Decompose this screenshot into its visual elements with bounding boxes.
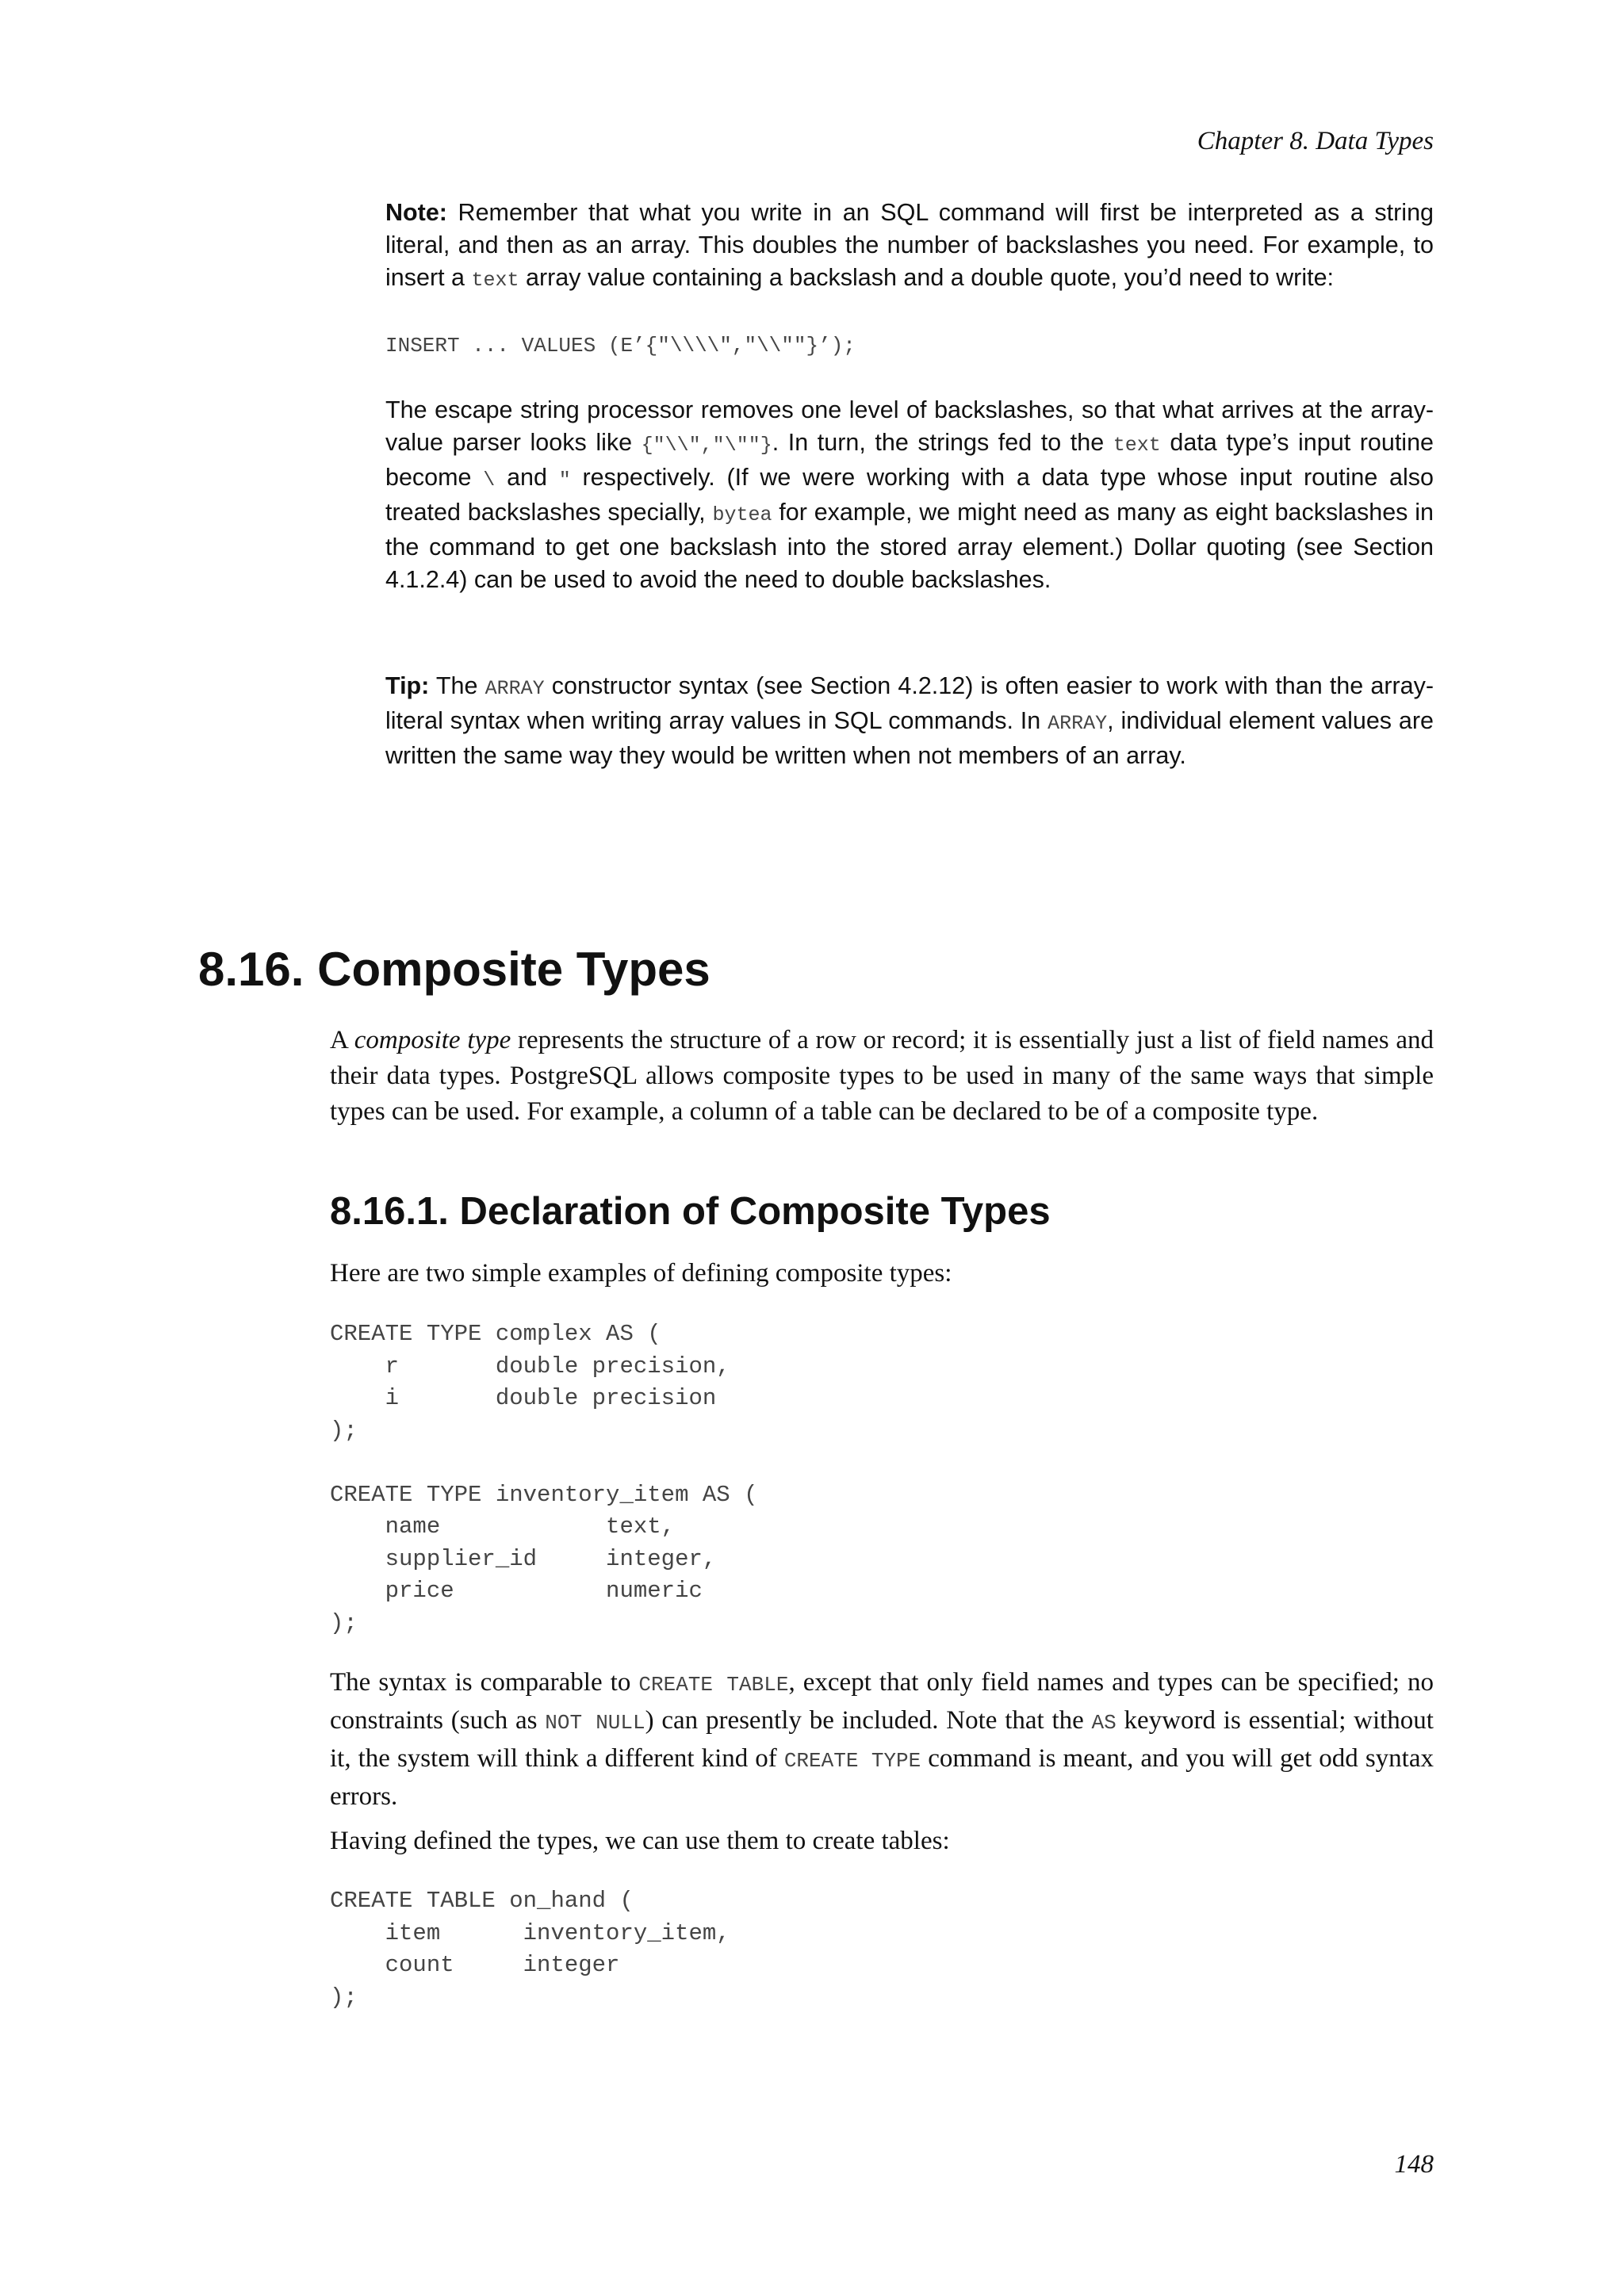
inline-code: bytea (712, 503, 772, 526)
tip-label: Tip: (385, 672, 430, 699)
tip-paragraph: Tip: The ARRAY constructor syntax (see Section 4.2.12) is often easier to work with than the array-literal syntax when writing array values in SQL commands. In ARRAY, individual element values are written the same way they would be written when not members of an array. (385, 672, 1434, 769)
inline-code: CREATE TYPE (783, 1749, 921, 1773)
inline-code: AS (1091, 1711, 1116, 1735)
running-header: Chapter 8. Data Types (1197, 127, 1434, 155)
code-block-create-table: CREATE TABLE on_hand ( item inventory_item, count integer ); (330, 1888, 730, 2011)
inline-code: \ (483, 469, 496, 492)
code-block-create-types: CREATE TYPE complex AS ( r double precision, i double precision ); CREATE TYPE inventory_item AS ( name text, supplier_id integer, price numeric ); (330, 1321, 758, 1636)
tip-admonition (385, 670, 1434, 772)
inline-code: ARRAY (485, 677, 545, 700)
inline-code: NOT NULL (545, 1711, 645, 1735)
term-emphasis: composite type (354, 1026, 511, 1054)
note-label: Note: (385, 199, 447, 226)
syntax-paragraph: The syntax is comparable to CREATE TABLE, except that only field names and types can be specified; no constraints (such as NOT NULL) can presently be included. Note that the AS keyword is essential; without it, the system will think a different kind of CREATE TYPE command is meant, and you will get odd syntax errors. (330, 1668, 1434, 1811)
note-code-example: INSERT ... VALUES (E’{"\\\\","\\""}’); (385, 334, 856, 358)
inline-code: " (558, 469, 571, 492)
inline-code: text (471, 269, 519, 292)
page-number: 148 (1394, 2150, 1434, 2179)
subsection-intro: Here are two simple examples of defining composite types: (330, 1259, 952, 1288)
inline-code: text (1113, 434, 1161, 457)
note-paragraph-1: Note: Remember that what you write in an SQL command will first be interpreted as a string literal, and then as an array. This doubles the number of backslashes you need. For example, to insert a text array value containing a backslash and a double quote, you’d need to write: (385, 199, 1434, 292)
note-admonition (385, 197, 1434, 596)
note-paragraph-2: The escape string processor removes one level of backslashes, so that what arrives at the array-value parser looks like {"\\","\""}. In turn, the strings fed to the text data type’s input routine become \ and " respectively. (If we were working with a data type whose input routine also treated backslashes specially, bytea for example, we might need as many as eight backslashes in the command to get one backslash into the stored array element.) Dollar quoting (see Section 4.1.2.4) can be used to avoid the need to double backslashes. (385, 396, 1434, 593)
section-intro: A composite type represents the structure of a row or record; it is essentially just a list of field names and their data types. PostgreSQL allows composite types to be used in many of the same ways that simple types can be used. For example, a column of a table can be declared to be of a composite type. (330, 1026, 1434, 1126)
subsection-title: 8.16.1. Declaration of Composite Types (330, 1190, 1051, 1233)
tables-paragraph: Having defined the types, we can use them to create tables: (330, 1827, 950, 1855)
section-title: 8.16. Composite Types (198, 943, 710, 996)
inline-code: {"\\","\""} (641, 434, 772, 457)
inline-code: ARRAY (1048, 712, 1108, 735)
inline-code: CREATE TABLE (638, 1673, 789, 1697)
